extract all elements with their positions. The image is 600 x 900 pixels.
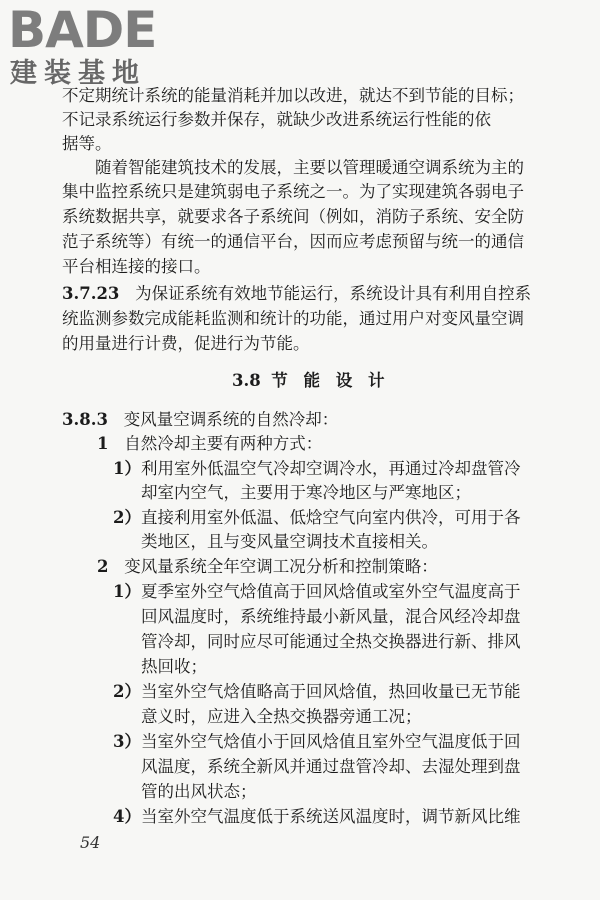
- clause-3-8-3: [62, 408, 338, 432]
- text-line: 自然冷却主要有两种方式：: [124, 434, 323, 453]
- clause-number: 3.8.3: [62, 410, 108, 429]
- item-number: 2: [97, 557, 109, 576]
- text-line: 热回收；: [141, 657, 207, 676]
- section-number: 3.8: [232, 371, 261, 390]
- logo-subtitle: 建装基地: [10, 58, 146, 89]
- text-line: 集中监控系统只是建筑弱电子系统之一。为了实现建筑各弱电子: [62, 182, 524, 201]
- text-line: 当室外空气焓值略高于回风焓值，热回收量已无节能: [140, 682, 521, 701]
- text-line: 不记录系统运行参数并保存，就缺少改进系统运行性能的依: [62, 110, 491, 129]
- list-item-2: [97, 555, 438, 579]
- text-line: 随着智能建筑技术的发展，主要以管理暖通空调系统为主的: [95, 158, 524, 177]
- text-line: 直接利用室外低温、低焓空气向室内供冷，可用于各: [140, 508, 521, 527]
- page-number: 54: [80, 833, 101, 852]
- sub-item: [113, 805, 520, 829]
- list-item-1: [97, 432, 322, 456]
- section-heading: [232, 369, 389, 393]
- text-line: 范子系统等）有统一的通信平台，因而应考虑预留与统一的通信: [62, 232, 524, 251]
- text-line: 风温度，系统全新风并通过盘管冷却、去湿处理到盘: [141, 757, 521, 776]
- logo-brand: BADE: [8, 1, 157, 59]
- text-line: 类地区，且与变风量空调技术直接相关。: [141, 532, 438, 551]
- text-line: 系统数据共享，就要求各子系统间（例如，消防子系统、安全防: [62, 207, 524, 226]
- text-line: 据等。: [62, 134, 112, 153]
- sub-item: [113, 680, 520, 704]
- item-number: 1: [97, 434, 109, 453]
- text-line: 为保证系统有效地节能运行，系统设计具有利用自控系: [135, 284, 532, 303]
- sub-item: [113, 506, 520, 530]
- text-line: 夏季室外空气焓值高于回风焓值或室外空气温度高于: [140, 582, 521, 601]
- text-line: 回风温度时，系统维持最小新风量，混合风经冷却盘: [141, 607, 521, 626]
- text-line: 意义时，应进入全热交换器旁通工况；: [141, 707, 422, 726]
- text-line: 利用室外低温空气冷却空调冷水，再通过冷却盘管冷: [140, 459, 521, 478]
- text-line: 当室外空气焓值小于回风焓值且室外空气温度低于回: [140, 732, 521, 751]
- text-line: 管的出风状态；: [141, 782, 257, 801]
- text-line: 变风量空调系统的自然冷却：: [123, 410, 339, 429]
- sub-item-number: 2）: [113, 508, 141, 527]
- text-line: 管冷却，同时应尽可能通过全热交换器进行新、排风: [141, 632, 521, 651]
- text-line: 统监测参数完成能耗监测和统计的功能，通过用户对变风量空调: [62, 309, 524, 328]
- bade-logo: [6, 2, 181, 92]
- sub-item: [113, 730, 520, 754]
- sub-item-number: 1）: [113, 459, 141, 478]
- text-line: 变风量系统全年空调工况分析和控制策略：: [124, 557, 438, 576]
- sub-item: [113, 457, 520, 481]
- text-line: 当室外空气温度低于系统送风温度时，调节新风比维: [140, 807, 521, 826]
- section-title: 节 能 设 计: [271, 371, 390, 390]
- sub-item-number: 1）: [113, 582, 141, 601]
- sub-item-number: 3）: [113, 732, 141, 751]
- sub-item-number: 4）: [113, 807, 141, 826]
- text-line: 不定期统计系统的能量消耗并加以改进，就达不到节能的目标；: [62, 86, 524, 105]
- text-line: 的用量进行计费，促进行为节能。: [62, 334, 310, 353]
- text-line: 平台相连接的接口。: [62, 257, 211, 276]
- clause-3-7-23: [62, 282, 531, 306]
- sub-item-number: 2）: [113, 682, 141, 701]
- text-line: 却室内空气，主要用于寒冷地区与严寒地区；: [141, 483, 471, 502]
- sub-item: [113, 580, 520, 604]
- clause-number: 3.7.23: [62, 284, 120, 303]
